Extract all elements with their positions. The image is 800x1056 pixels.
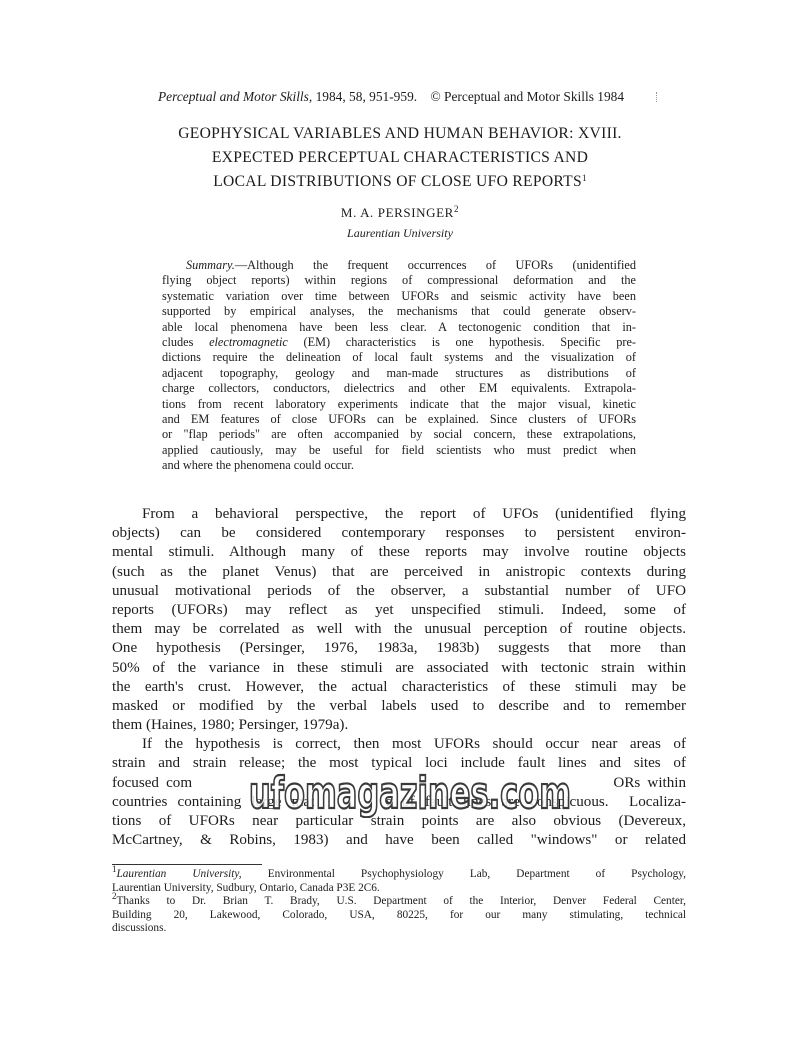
title-line: EXPECTED PERCEPTUAL CHARACTERISTICS AND — [211, 149, 589, 166]
summary-line: charge collectors, conductors, dielectrics and other EM equivalents. Extrapola- — [162, 381, 636, 396]
body-line: One hypothesis (Persinger, 1976, 1983a, 1983b) suggests that more than — [112, 640, 686, 657]
body-line: objects) can be considered contemporary responses to persistent environ- — [112, 525, 686, 542]
body-line: unusual motivational periods of the observer, a substantial number of UFO — [112, 582, 686, 599]
summary-line: able local phenomena have been less clear. A tectonogenic condition that in- — [162, 319, 636, 334]
author-affiliation: Laurentian University — [347, 226, 453, 240]
summary-line: systematic variation over time between UFORs and seismic activity have been — [162, 288, 636, 303]
article-title — [120, 122, 680, 194]
footnote-line: discussions. — [112, 922, 167, 935]
summary-line: or "flap periods" are often accompanied by social concern, these extrapolations, — [162, 427, 636, 442]
citation: , 1984, 58, 951-959. — [308, 89, 418, 104]
summary-line: cludes electromagnetic (EM) characteristics is one hypothesis. Specific pre- — [162, 334, 636, 349]
footnote-line: $^2$Thanks to Dr. Brian T. Brady, U.S. Department of the Interior, Denver Federal Center, — [112, 891, 686, 908]
body-line: strain and strain release; the most typical loci include fault lines and sites of — [112, 755, 686, 772]
body-line: From a behavioral perspective, the report of UFOs (unidentified flying — [142, 506, 686, 522]
body-line: them (Haines, 1980; Persinger, 1979a). — [112, 717, 349, 734]
footnote-line: Building 20, Lakewood, Colorado, USA, 80225, for our many stimulating, technical — [112, 908, 686, 921]
author-name: M. A. PERSINGER — [340, 205, 454, 220]
body-line: If the hypothesis is correct, then most UFORs should occur near areas of — [142, 736, 686, 753]
footnote-mark: 2 — [112, 891, 117, 902]
body-line: focused com ORs within — [112, 774, 686, 791]
footnote-divider — [112, 864, 262, 865]
author — [200, 205, 600, 221]
summary-line: dictions require the delineation of local fault systems and the visualization of — [162, 350, 636, 365]
running-head — [158, 89, 648, 105]
body-line: (such as the planet Venus) that are perceived in anistropic contexts during — [112, 563, 686, 580]
body-line: masked or modified by the verbal labels used to describe and to remember — [112, 697, 686, 714]
summary-line: flying object reports) within regions of compressional deformation and the — [162, 273, 636, 288]
footnote-line: $^1$Laurentian University, Environmental Psychophysiology Lab, Department of Psychology, — [112, 864, 686, 880]
body-line: them may be correlated as well with the unusual perception of routine objects. — [112, 621, 686, 638]
summary-line: adjacent topography, geology and man-made structures as distributions of — [162, 365, 636, 380]
watermark — [245, 768, 575, 818]
footnotes — [112, 864, 686, 936]
body-line: reports (UFORs) may reflect as yet unspecified stimuli. Indeed, some of — [112, 601, 686, 618]
summary-line: and where the phenomena could occur. — [162, 458, 354, 473]
summary-line: applied cautiously, may be useful for field scientists who must predict when — [162, 442, 636, 457]
scan-mark — [656, 92, 659, 102]
summary-line: supported by empirical analyses, the mechanisms that could generate observ- — [162, 304, 636, 319]
summary-line: Summary.—Although the frequent occurrences of UFORs (unidentified — [186, 258, 636, 272]
summary-label: Summary. — [186, 258, 235, 272]
body-line: mental stimuli. Although many of these reports may involve routine objects — [112, 544, 686, 561]
footnote-mark: 1 — [112, 864, 117, 874]
body-line: countries containing large mat s of fault lines are conspicuous. Localiza- — [112, 793, 686, 810]
footnote-line: Laurentian University, Sudbury, Ontario, Canada P3E 2C6. — [112, 881, 380, 894]
title-line: LOCAL DISTRIBUTIONS OF CLOSE UFO REPORTS$^1$ — [213, 173, 587, 190]
body-line: McCartney, & Robins, 1983) and have been called "windows" or related — [112, 832, 686, 849]
summary — [162, 258, 636, 473]
title-line: GEOPHYSICAL VARIABLES AND HUMAN BEHAVIOR: XVIII. — [178, 125, 622, 142]
journal-name: Perceptual and Motor Skills — [158, 89, 309, 104]
copyright-notice: © Perceptual and Motor Skills 1984 — [430, 89, 625, 104]
watermark-text: ufomagazines.com — [249, 768, 571, 818]
summary-line: tions from recent laboratory experiments indicate that the major visual, kinetic — [162, 396, 636, 411]
footnote-mark: 2 — [453, 204, 460, 214]
summary-line: and EM features of close UFORs can be explained. Since clusters of UFORs — [162, 411, 636, 426]
body-line: the earth's crust. However, the actual characteristics of these stimuli may be — [112, 678, 686, 695]
footnote-mark: 1 — [581, 173, 587, 183]
body-line: 50% of the variance in these stimuli are associated with tectonic strain within — [112, 659, 686, 676]
body-line: tions of UFORs near particular strain points are also obvious (Devereux, — [112, 813, 686, 829]
